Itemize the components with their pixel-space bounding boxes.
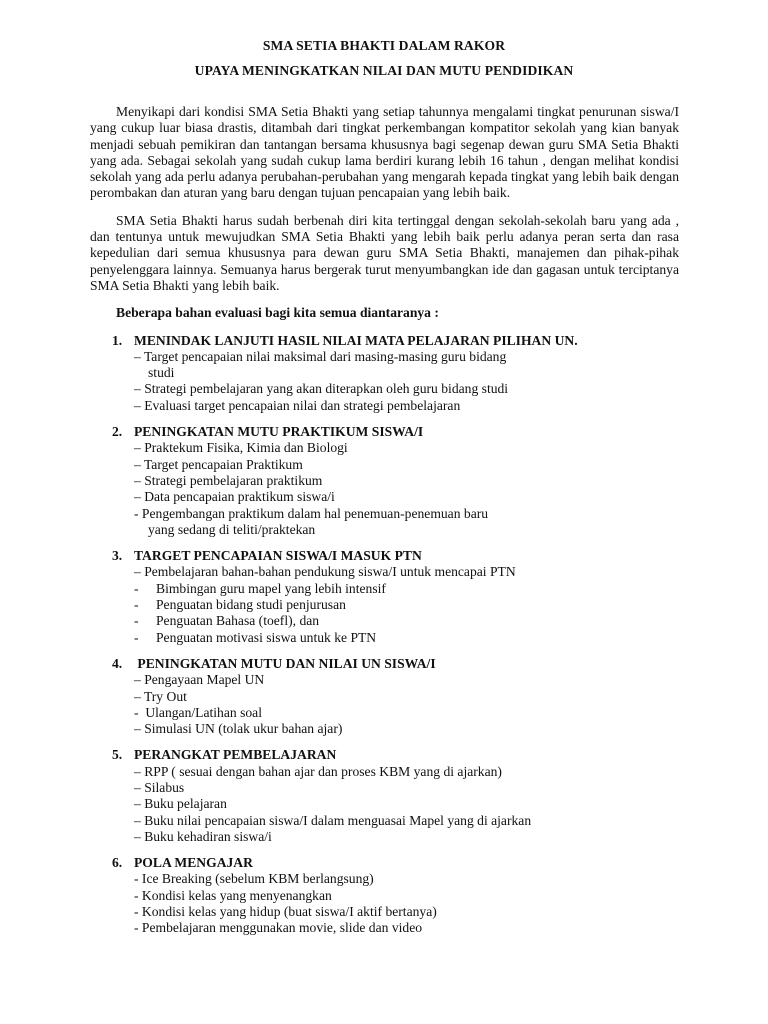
list-item: – Target pencapaian nilai maksimal dari masing-masing guru bidang (134, 348, 507, 364)
list-item (134, 630, 679, 646)
section-heading (112, 424, 679, 440)
section-number: 5. (112, 747, 123, 763)
section-title: POLA MENGAJAR (134, 855, 253, 871)
list-item: - Kondisi kelas yang menyenangkan (134, 887, 332, 903)
list-item: – RPP ( sesuai dengan bahan ajar dan proses KBM yang di ajarkan) (134, 763, 502, 779)
section-title: PERANGKAT PEMBELAJARAN (134, 747, 337, 763)
list-item (134, 597, 679, 613)
section-2 (90, 424, 679, 538)
list-item: – Buku nilai pencapaian siswa/I dalam menguasai Mapel yang di ajarkan (134, 812, 532, 828)
list-item: – Try Out (134, 688, 187, 704)
section-title: MENINDAK LANJUTI HASIL NILAI MATA PELAJARAN PILIHAN UN. (134, 332, 578, 348)
section-heading (112, 656, 679, 672)
list-item: – Data pencapaian praktikum siswa/i (134, 489, 335, 505)
paragraph: Menyikapi dari kondisi SMA Setia Bhakti yang setiap tahunnya mengalami tingkat penurunan siswa/I yang cukup luar biasa drastis, ditambah dari tingkat perkembangan kompatitor sekolah yang kian banyak menjadi sebuah pemikiran dan tantangan bersama khususnya bagi segenap dewan guru SMA Setia Bhakti yang ada. Sebagai sekolah yang sudah cukup lama berdiri kurang lebih 16 tahun , dengan melihat kondisi sekolah yang ada perlu adanya perubahan-perubahan yang mengarah kepada tingkat yang lebih baik dengan perombakan dan aturan yang baru dengan tujuan pencapaian yang lebih baik. (90, 104, 679, 201)
list-item: – Strategi pembelajaran yang akan diterapkan oleh guru bidang studi (134, 381, 509, 397)
list-item: – Pembelajaran bahan-bahan pendukung siswa/I untuk mencapai PTN (134, 564, 516, 580)
list-item-text: Penguatan motivasi siswa untuk ke PTN (156, 629, 377, 645)
list-item: - Kondisi kelas yang hidup (buat siswa/I aktif bertanya) (134, 904, 437, 920)
section-number: 6. (112, 855, 123, 871)
list-item: - Pembelajaran menggunakan movie, slide dan video (134, 920, 423, 936)
list-item-text: Bimbingan guru mapel yang lebih intensif (156, 580, 386, 596)
section-list (90, 333, 679, 937)
section-heading (112, 333, 679, 349)
section-1 (90, 333, 679, 414)
bullet-mark: - (134, 580, 139, 596)
section-3 (90, 548, 679, 646)
section-title: PENINGKATAN MUTU PRAKTIKUM SISWA/I (134, 424, 424, 440)
bullet-mark: - (134, 629, 139, 645)
list-item: – Buku kehadiran siswa/i (134, 828, 272, 844)
list-item: studi (148, 365, 175, 381)
section-number: 1. (112, 332, 123, 348)
list-item: – Silabus (134, 779, 185, 795)
section-items (134, 349, 679, 414)
list-item: – Target pencapaian Praktikum (134, 456, 303, 472)
list-item: - Ice Breaking (sebelum KBM berlangsung) (134, 871, 374, 887)
section-number: 4. (112, 655, 123, 671)
section-items (134, 764, 679, 845)
section-title: TARGET PENCAPAIAN SISWA/I MASUK PTN (134, 548, 422, 564)
list-item (134, 581, 679, 597)
list-item (134, 613, 679, 629)
list-item: – Simulasi UN (tolak ukur bahan ajar) (134, 721, 343, 737)
section-number: 2. (112, 424, 123, 440)
paragraph: SMA Setia Bhakti harus sudah berbenah diri kita tertinggal dengan sekolah-sekolah baru yang ada , dan tentunya untuk mewujudkan SMA Setia Bhakti yang lebih baik perlu adanya peran serta dan rasa kepedulian dari semua khususnya para dewan guru SMA Setia Bhakti, manajemen dan pihak-pihak penyelenggara lainnya. Semuanya harus bergerak turut menyumbangkan ide dan gagasan untuk terciptanya SMA Setia Bhakti yang lebih baik. (90, 212, 679, 293)
list-item: – Buku pelajaran (134, 796, 227, 812)
list-item: – Evaluasi target pencapaian nilai dan strategi pembelajaran (134, 397, 461, 413)
bullet-mark: - (134, 613, 139, 629)
section-4 (90, 656, 679, 737)
list-item: – Pengayaan Mapel UN (134, 672, 265, 688)
document-body (90, 104, 679, 947)
section-heading (112, 747, 679, 763)
bullet-mark: - (134, 597, 139, 613)
list-item: – Strategi pembelajaran praktikum (134, 472, 323, 488)
list-item: - Ulangan/Latihan soal (134, 704, 262, 720)
list-item-text: Penguatan bidang studi penjurusan (156, 597, 346, 613)
list-item: - Pengembangan praktikum dalam hal penemuan-penemuan baru (134, 505, 489, 521)
section-number: 3. (112, 548, 123, 564)
list-item: yang sedang di teliti/praktekan (148, 521, 316, 537)
list-item: – Praktekum Fisika, Kimia dan Biologi (134, 440, 348, 456)
section-6 (90, 855, 679, 936)
section-heading (112, 548, 679, 564)
section-5 (90, 747, 679, 845)
section-title: PENINGKATAN MUTU DAN NILAI UN SISWA/I (134, 655, 436, 671)
section-items (134, 440, 679, 538)
section-items (134, 564, 679, 645)
document-subtitle: UPAYA MENINGKATKAN NILAI DAN MUTU PENDIDIKAN (194, 63, 574, 78)
intro-line: Beberapa bahan evaluasi bagi kita semua diantaranya : (116, 305, 439, 321)
document-title: SMA SETIA BHAKTI DALAM RAKOR (262, 38, 506, 53)
section-items (134, 672, 679, 737)
list-item-text: Penguatan Bahasa (toefl), dan (156, 613, 320, 629)
section-heading (112, 855, 679, 871)
section-items (134, 871, 679, 936)
